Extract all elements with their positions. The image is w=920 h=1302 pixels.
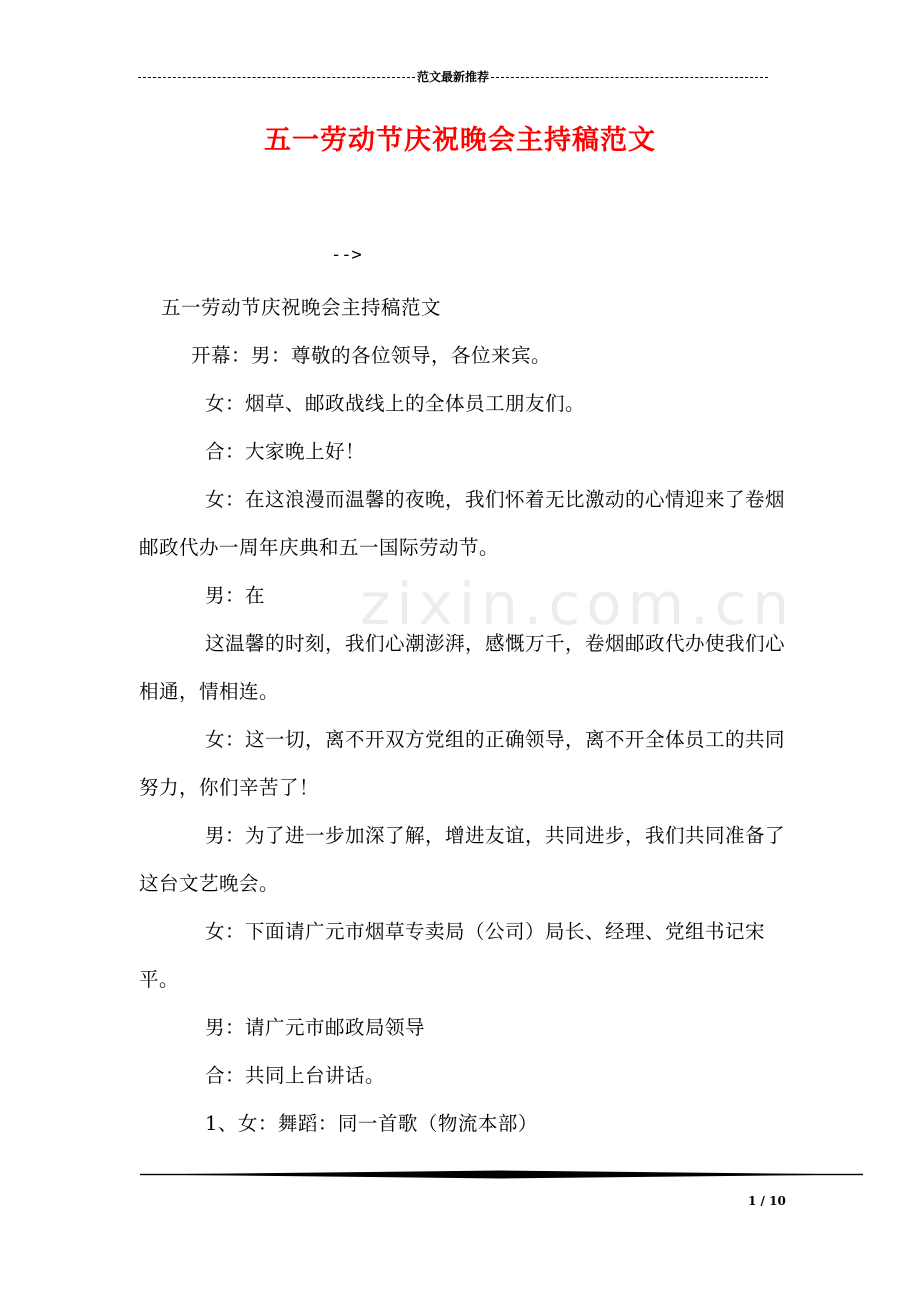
- page-header: [138, 68, 768, 85]
- paragraph: 1、女：舞蹈：同一首歌（物流本部）: [205, 1112, 538, 1135]
- header-dashes-left: [138, 77, 415, 78]
- watermark: zixin.com.cn: [360, 570, 796, 638]
- paragraph: 女：下面请广元市烟草专卖局（公司）局长、经理、党组书记宋平。: [139, 920, 766, 991]
- paragraph: 合：大家晚上好！: [205, 440, 366, 463]
- paragraph: 男：为了进一步加深了解，增进友谊，共同进步，我们共同准备了这台文艺晚会。: [139, 824, 786, 895]
- paragraph: 女：这一切，离不开双方党组的正确领导，离不开全体员工的共同努力，你们辛苦了！: [139, 728, 786, 799]
- paragraph: 这温馨的时刻，我们心潮澎湃，感慨万千，卷烟邮政代办使我们心相通，情相连。: [139, 632, 786, 703]
- paragraph: 男：在: [205, 584, 266, 607]
- header-label: 范文最新推荐: [417, 70, 490, 84]
- paragraph: 女：在这浪漫而温馨的夜晚，我们怀着无比激动的心情迎来了卷烟邮政代办一周年庆典和五一国际劳动节。: [139, 488, 786, 559]
- page-number: 1 / 10: [748, 1194, 786, 1208]
- paragraph: 合：共同上台讲话。: [205, 1064, 386, 1087]
- header-dashes-right: [491, 77, 768, 78]
- document-title: 五一劳动节庆祝晚会主持稿范文: [264, 125, 656, 156]
- paragraph-subtitle: 五一劳动节庆祝晚会主持稿范文: [161, 296, 442, 319]
- paragraph: 女：烟草、邮政战线上的全体员工朋友们。: [205, 392, 586, 415]
- paragraph: 开幕：男：尊敬的各位领导，各位来宾。: [191, 344, 552, 367]
- document-body: [139, 284, 790, 1148]
- footer-rule: [140, 1170, 863, 1179]
- paragraph: 男：请广元市邮政局领导: [205, 1016, 426, 1039]
- arrow-mark: -->: [331, 245, 362, 265]
